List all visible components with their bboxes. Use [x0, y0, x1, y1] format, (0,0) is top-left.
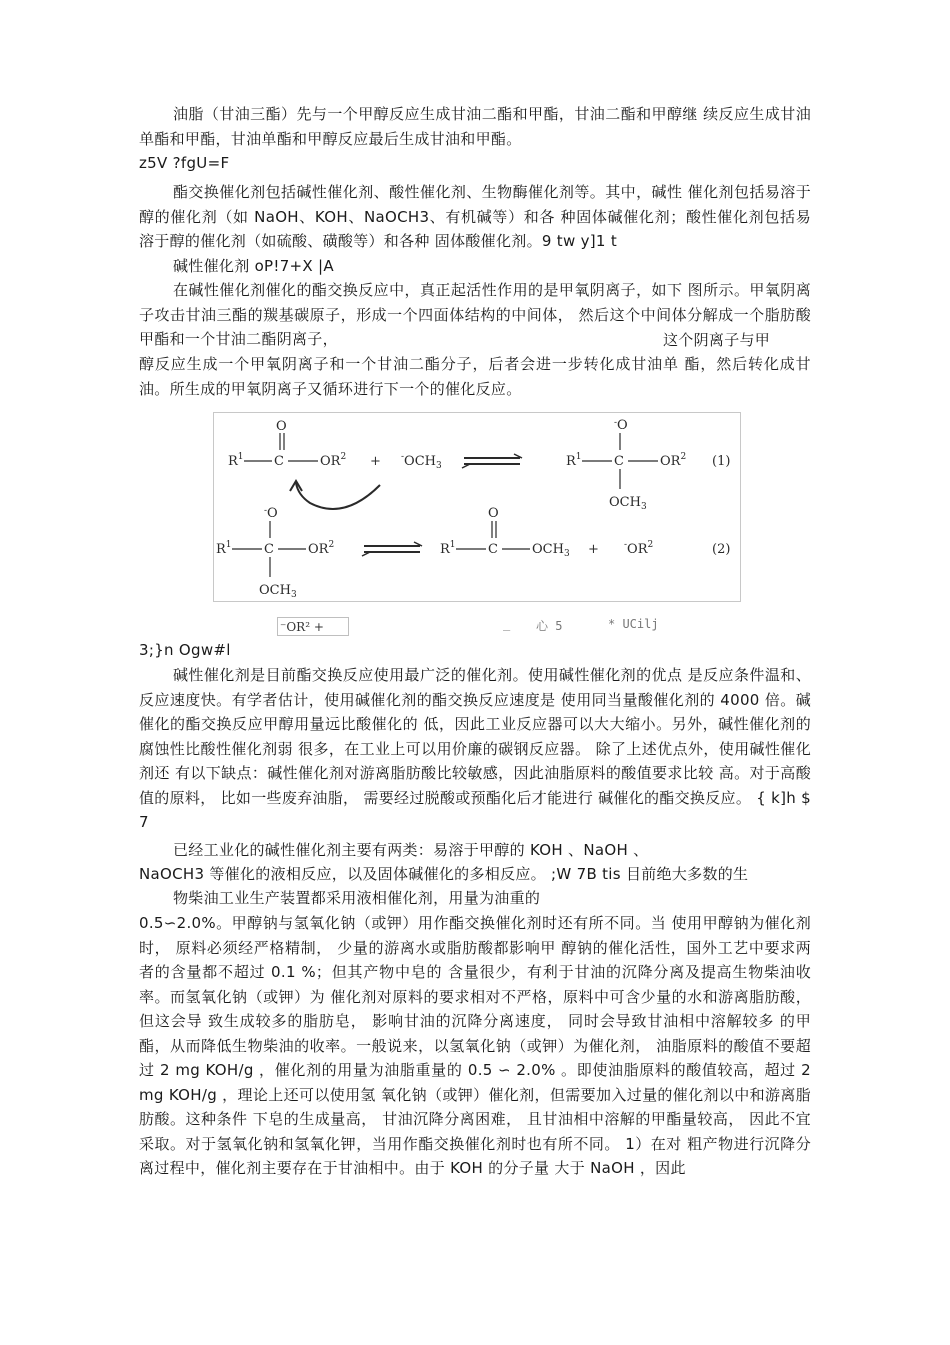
intermediate-or2: $OR^2$ — [660, 452, 687, 469]
or2-group: $OR^2$ — [320, 452, 347, 469]
plus-sign-2: + — [588, 542, 599, 557]
r1-product: $R^1$ — [440, 540, 456, 557]
intermediate-carbon-2: C — [264, 542, 274, 557]
r1-intermediate-2: $R^1$ — [216, 540, 232, 557]
reaction-scheme-svg — [214, 413, 740, 601]
intermediate-oxygen-2: -O — [264, 506, 278, 521]
reaction-label-1: (1) — [712, 454, 731, 469]
caption-fragment-box: ⁻OR² + — [277, 617, 349, 636]
intermediate-oxygen: -O — [614, 418, 628, 433]
r1-intermediate: $R^1$ — [566, 452, 582, 469]
paragraph-industrial-catalysts-line3: 物柴油工业生产装置都采用液相催化剂，用量为油重的 — [173, 889, 541, 907]
product-oxygen: O — [488, 506, 499, 521]
paragraph-basic-catalyst-advantages: 碱性催化剂是目前酯交换反应使用最广泛的催化剂。使用碱性催化剂的优点 是反应条件温和、反应速度快。有学者估计，使用碱催化剂的酯交换反应速度是 使用同当量酸催化剂的 4000 倍。碱催化的酯交换反应甲醇用量远比酸催化的 低，因此工业反应器可以大大缩小。另外，碱性催化剂的腐蚀性比酸性催化剂弱 很多，在工业上可以用价廉的碳钢反应器。 除了上述优点外，使用碱性催化剂还 有以下缺点：碱性催化剂对游离脂肪酸比较敏感，因此油脂原料的酸值要求比较 高。对于高酸值的原料， 比如一些废弃油脂， 需要经过脱酸或预酯化后才能进行 碱催化的酯交换反应。 { k]h $ 7 — [139, 666, 811, 831]
paragraph-industrial-catalysts-line1: 已经工业化的碱性催化剂主要有两类：易溶于甲醇的 KOH 、NaOH 、 — [173, 841, 649, 859]
garbled-code-2: 3;}n Ogw#l — [139, 641, 231, 659]
methoxide-ion: $^-OCH_3$ — [401, 452, 442, 471]
reaction-label-2: (2) — [712, 542, 731, 557]
r1-label: $R^1$ — [228, 452, 244, 469]
paragraph-methoxide-mechanism: 在碱性催化剂催化的酯交换反应中，真正起活性作用的是甲氧阴离子，如下 图所示。甲氧阴离子攻击甘油三酯的羰基碳原子，形成一个四面体结构的中间体， 然后这个中间体分解成一个脂肪酸甲酯和一个甘油二酯阴离子， — [139, 281, 811, 348]
paragraph-methoxide-cycle: 醇反应生成一个甲氧阴离子和一个甘油二酯分子，后者会进一步转化成甘油单 酯，然后转化成甘油。所生成的甲氧阴离子又循环进行下一个的催化反应。 — [139, 355, 811, 398]
alkoxide-product: $^-OR^2$ — [624, 540, 654, 557]
carbonyl-oxygen: O — [276, 419, 287, 434]
section-heading-basic-catalyst: 碱性催化剂 oP!7+X |A — [173, 257, 334, 275]
paragraph-methoxide-mechanism-tail: 这个阴离子与甲 — [663, 331, 771, 349]
carbonyl-carbon: C — [274, 454, 284, 469]
reaction-mechanism-figure — [213, 412, 741, 602]
product-carbon: C — [488, 542, 498, 557]
paragraph-methoxide-vs-hydroxide: 0.5∽2.0%。甲醇钠与氢氧化钠（或钾）用作酯交换催化剂时还有所不同。当 使用甲醇钠为催化剂时， 原料必须经严格精制， 少量的游离水或脂肪酸都影响甲 醇钠的催化活性，国外工艺中要求两者的含量都不超过 0.1 %；但其产物中皂的 含量很少，有利于甘油的沉降分离及提高生物柴油收率。而氢氧化钠（或钾）为 催化剂对原料的要求相对不严格，原料中可含少量的水和游离脂肪酸， 但这会导 致生成较多的脂肪皂， 影响甘油的沉降分离速度， 同时会导致甘油相中溶解较多 的甲酯，从而降低生物柴油的收率。一般说来，以氢氧化钠（或钾）为催化剂， 油脂原料的酸值不要超过 2 mg KOH/g ，催化剂的用量为油脂重量的 0.5 ∽ 2.0% 。即使油脂原料的酸值较高，超过 2 mg KOH/g ，理论上还可以使用氢 氧化钠（或钾）催化剂，但需要加入过量的催化剂以中和游离脂肪酸。这种条件 下皂的生成量高， 甘油沉降分离困难， 且甘油相中溶解的甲酯量较高， 因此不宜 采取。对于氢氧化钠和氢氧化钾，当用作酯交换催化剂时也有所不同。 1）在对 粗产物进行沉降分离过程中，催化剂主要存在于甘油相中。由于 KOH 的分子量 大于 NaOH ，因此 — [139, 914, 811, 1177]
caption-mark-1: _ — [503, 617, 511, 631]
paragraph-catalyst-types: 酯交换催化剂包括碱性催化剂、酸性催化剂、生物酶催化剂等。其中，碱性 催化剂包括易溶于醇的催化剂（如 NaOH、KOH、NaOCH3、有机碱等）和各 种固体碱催化剂；酸性催化剂包括易溶于醇的催化剂（如硫酸、磺酸等）和各种 固体酸催化剂。9 tw y]1 t — [139, 183, 811, 250]
garbled-code-1: z5V ?fgU=F — [139, 154, 230, 172]
intermediate-carbon: C — [614, 454, 624, 469]
plus-sign: + — [370, 454, 381, 469]
intermediate-or2-2: $OR^2$ — [308, 540, 335, 557]
caption-mark-3: * UCilj — [608, 617, 659, 631]
product-och3: $OCH_3$ — [532, 542, 570, 559]
paragraph-industrial-catalysts-line2: NaOCH3 等催化的液相反应，以及固体碱催化的多相反应。 ;W 7B tis 目前绝大多数的生 — [139, 865, 749, 883]
intermediate-och3: $OCH_3$ — [609, 495, 647, 512]
paragraph-transesterification-steps: 油脂（甘油三酯）先与一个甲醇反应生成甘油二酯和甲酯，甘油二酯和甲醇继 续反应生成甘油单酯和甲酯，甘油单酯和甲醇反应最后生成甘油和甲酯。 — [139, 105, 811, 148]
intermediate-och3-2: $OCH_3$ — [259, 583, 297, 600]
caption-mark-2: 心 5 — [536, 619, 563, 633]
